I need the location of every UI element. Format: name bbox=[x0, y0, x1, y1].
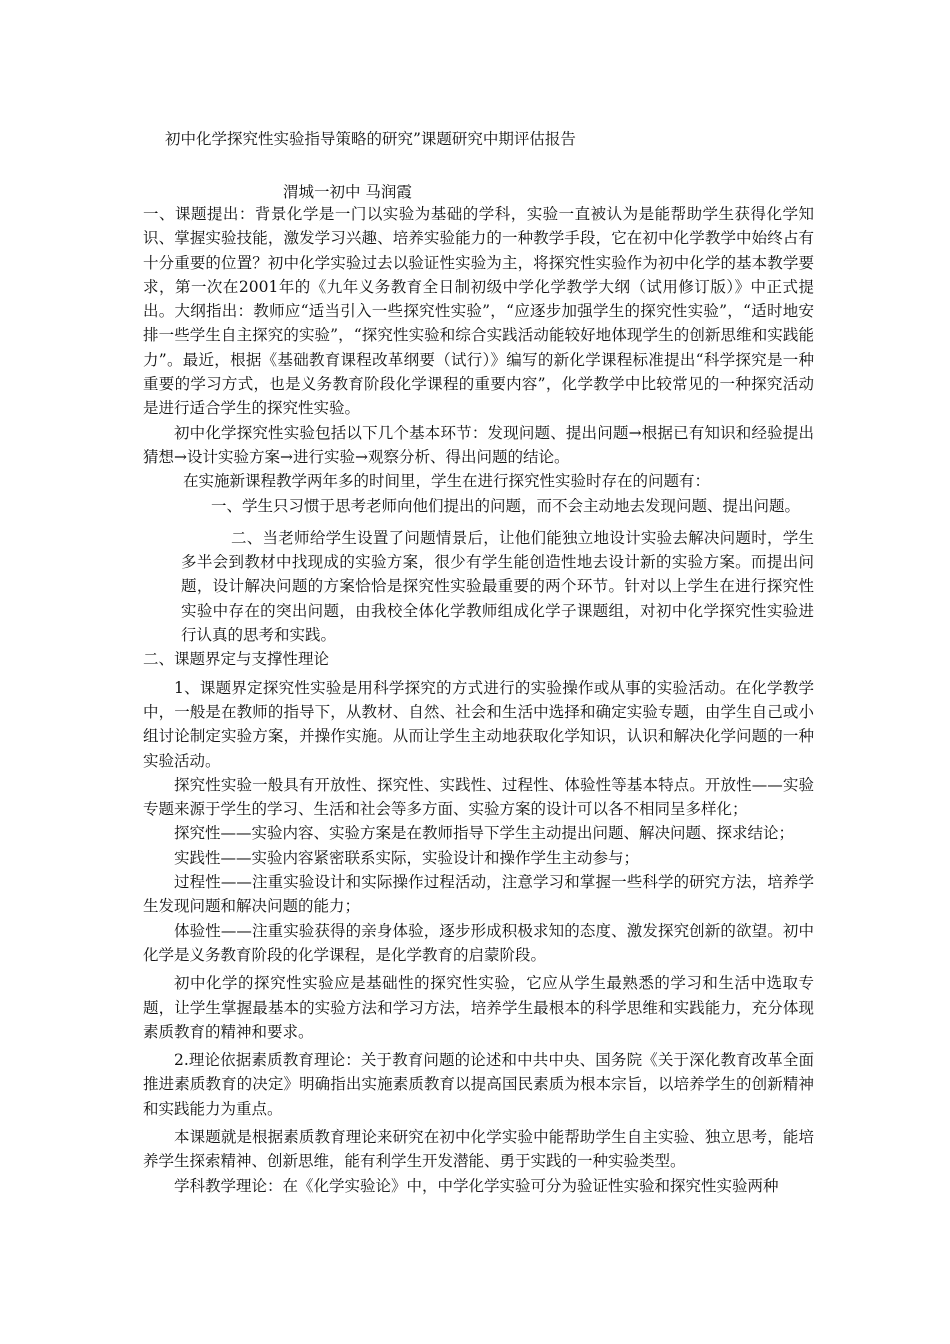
paragraph-definition: 1、课题界定探究性实验是用科学探究的方式进行的实验操作或从事的实验活动。在化学教学中，一般是在教师的指导下，从教材、自然、社会和生活中选择和确定实验专题，由学生自己或小组讨论制定实验方案，并操作实施。从而让学生主动地获取化学知识，认识和解决化学问题的一种实验活动。 bbox=[143, 678, 814, 770]
paragraph-background: 一、课题提出：背景化学是一门以实验为基础的学科，实验一直被认为是能帮助学生获得化学知识、掌握实验技能，激发学习兴趣、培养实验能力的一种教学手段，它在初中化学教学中始终占有十分重要的位置？初中化学实验过去以验证性实验为主，将探究性实验作为初中化学的基本教学要求，第一次在2001年的《九年义务教育全日制初级中学化学教学大纲（试用修订版）》中正式提出。大纲指出：教师应“适当引入一些探究性实验”，“应逐步加强学生的探究性实验”，“适时地安排一些学生自主探究的实验”，“探究性实验和综合实践活动能较好地体现学生的创新思维和实践能力”。最近，根据《基础教育课程改革纲要（试行）》编写的新化学课程标准提出“科学探究是一种重要的学习方式，也是义务教育阶段化学课程的重要内容”，化学教学中比较常见的一种探究活动是进行适合学生的探究性实验。 bbox=[143, 205, 814, 418]
paragraph-feature-practical: 实践性——实验内容紧密联系实际，实验设计和操作学生主动参与； bbox=[174, 848, 640, 867]
paragraph-problem-one: 一、学生只习惯于思考老师向他们提出的问题，而不会主动地去发现问题、提出问题。 bbox=[211, 496, 801, 515]
section-heading-definition: 二、课题界定与支撑性理论 bbox=[143, 650, 330, 669]
paragraph-subject-theory: 学科教学理论：在《化学实验论》中，中学化学实验可分为验证性实验和探究性实验两种 bbox=[174, 1176, 779, 1195]
paragraph-feature-exploratory: 探究性——实验内容、实验方案是在教师指导下学生主动提出问题、解决问题、探求结论； bbox=[174, 824, 795, 843]
paragraph-feature-process: 过程性——注重实验设计和实际操作过程活动，注意学习和掌握一些科学的研究方法，培养学生发现问题和解决问题的能力； bbox=[143, 873, 814, 916]
document-author: 渭城一初中 马润霞 bbox=[283, 183, 412, 201]
paragraph-basic-steps: 初中化学探究性实验包括以下几个基本环节：发现问题、提出问题→根据已有知识和经验提出猜想→设计实验方案→进行实验→观察分析、得出问题的结论。 bbox=[143, 423, 814, 466]
paragraph-research-purpose: 本课题就是根据素质教育理论来研究在初中化学实验中能帮助学生自主实验、独立思考，能培养学生探索精神、创新思维，能有利学生开发潜能、勇于实践的一种实验类型。 bbox=[143, 1127, 814, 1171]
paragraph-problems-intro: 在实施新课程教学两年多的时间里，学生在进行探究性实验时存在的问题有： bbox=[183, 472, 711, 491]
paragraph-basic-exploration: 初中化学的探究性实验应是基础性的探究性实验，它应从学生最熟悉的学习和生活中选取专题，让学生掌握最基本的实验方法和学习方法，培养学生最根本的科学思维和实践能力，充分体现素质教育的精神和要求。 bbox=[143, 974, 814, 1041]
paragraph-feature-experience: 体验性——注重实验获得的亲身体验，逐步形成积极求知的态度、激发探究创新的欲望。初中化学是义务教育阶段的化学课程，是化学教育的启蒙阶段。 bbox=[143, 921, 814, 964]
paragraph-theory-basis: 2.理论依据素质教育理论：关于教育问题的论述和中共中央、国务院《关于深化教育改革全面推进素质教育的决定》明确指出实施素质教育以提高国民素质为根本宗旨，以培养学生的创新精神和实践能力为重点。 bbox=[143, 1051, 814, 1118]
paragraph-problem-two: 二、当老师给学生设置了问题情景后，让他们能独立地设计实验去解决问题时，学生多半会到教材中找现成的实验方案，很少有学生能创造性地去设计新的实验方案。而提出问题，设计解决问题的方案恰恰是探究性实验最重要的两个环节。针对以上学生在进行探究性实验中存在的突出问题，由我校全体化学教师组成化学子课题组，对初中化学探究性实验进行认真的思考和实践。 bbox=[181, 528, 814, 645]
paragraph-features: 探究性实验一般具有开放性、探究性、实践性、过程性、体验性等基本特点。开放性——实验专题来源于学生的学习、生活和社会等多方面、实验方案的设计可以各不相同呈多样化； bbox=[143, 775, 814, 819]
document-title: 初中化学探究性实验指导策略的研究”课题研究中期评估报告 bbox=[165, 130, 576, 148]
document-body bbox=[143, 202, 814, 1198]
